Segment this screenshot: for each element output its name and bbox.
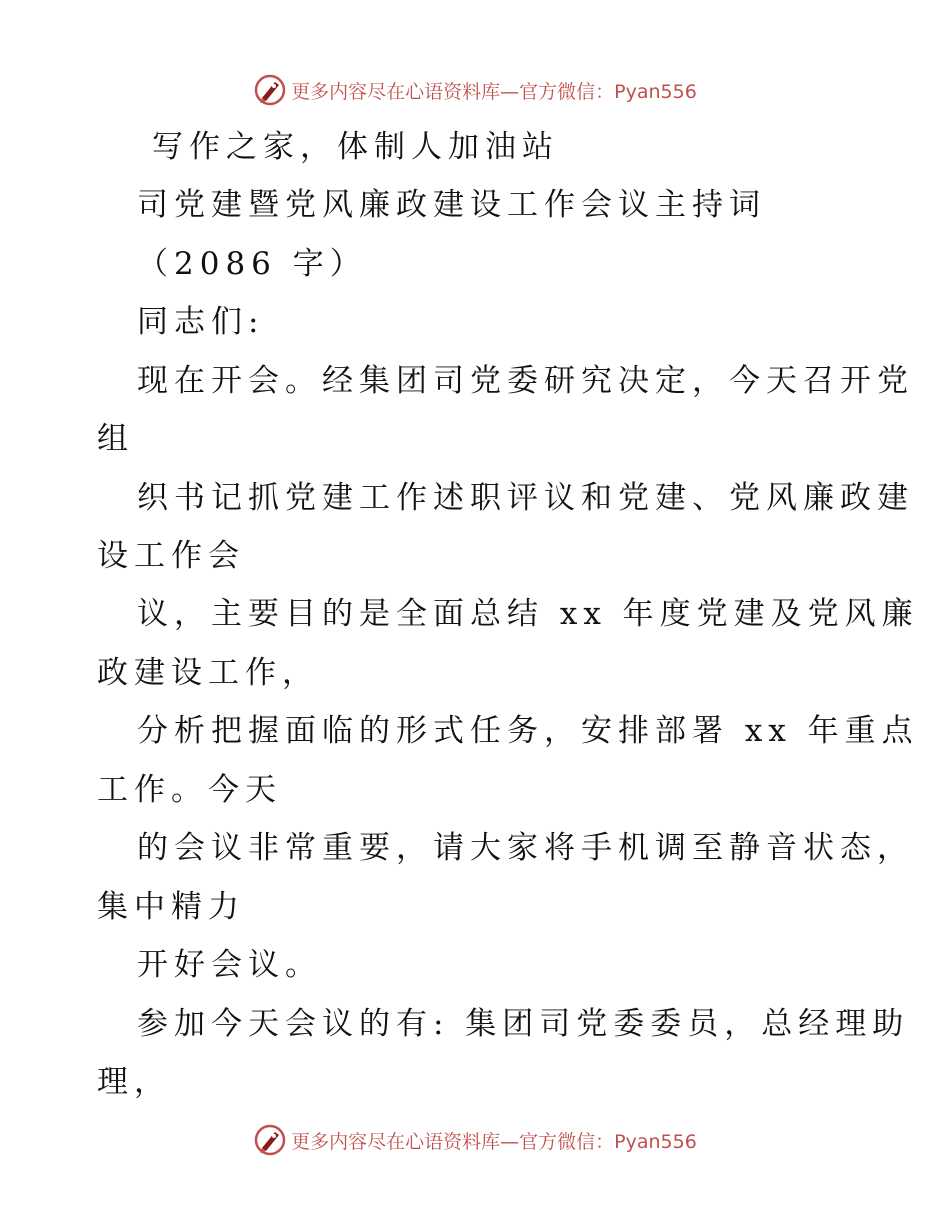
footer-label: 更多内容尽在心语资料库—官方微信： <box>291 1130 615 1153</box>
text-line: 织书记抓党建工作述职评议和党建、党风廉政建 <box>137 480 914 516</box>
text-line: 政建设工作， <box>97 655 319 691</box>
text-line: 参加今天会议的有: 集团司党委委员，总经理助 <box>137 1006 910 1042</box>
pen-logo-icon <box>253 73 287 107</box>
header-text <box>291 77 697 104</box>
pen-logo-icon <box>253 1123 287 1157</box>
text-line: 现在开会。经集团司党委研究决定，今天召开党 <box>137 363 914 399</box>
header-watermark <box>0 70 950 110</box>
text-line: 集中精力 <box>97 889 245 925</box>
text-line: 同志们: <box>137 304 265 340</box>
text-line: 开好会议。 <box>137 947 322 983</box>
footer-wechat-id: Pyan556 <box>614 1130 697 1153</box>
header-wechat-id: Pyan556 <box>614 80 697 103</box>
footer-text <box>291 1127 697 1154</box>
text-line: 理， <box>97 1064 171 1100</box>
text-line: 分析把握面临的形式任务，安排部署 xx 年重点 <box>137 713 919 749</box>
text-line: 写作之家，体制人加油站 <box>152 129 559 165</box>
footer-watermark <box>0 1120 950 1160</box>
text-line: 的会议非常重要，请大家将手机调至静音状态， <box>137 830 914 866</box>
text-line: 工作。今天 <box>97 772 282 808</box>
header-label: 更多内容尽在心语资料库—官方微信： <box>291 80 615 103</box>
text-line: 议，主要目的是全面总结 xx 年度党建及党风廉 <box>137 596 919 632</box>
document-title: 司党建暨党风廉政建设工作会议主持词 <box>137 187 766 223</box>
text-line: 设工作会 <box>97 538 245 574</box>
word-count: （2086 字） <box>137 246 367 282</box>
text-line: 组 <box>97 421 134 457</box>
